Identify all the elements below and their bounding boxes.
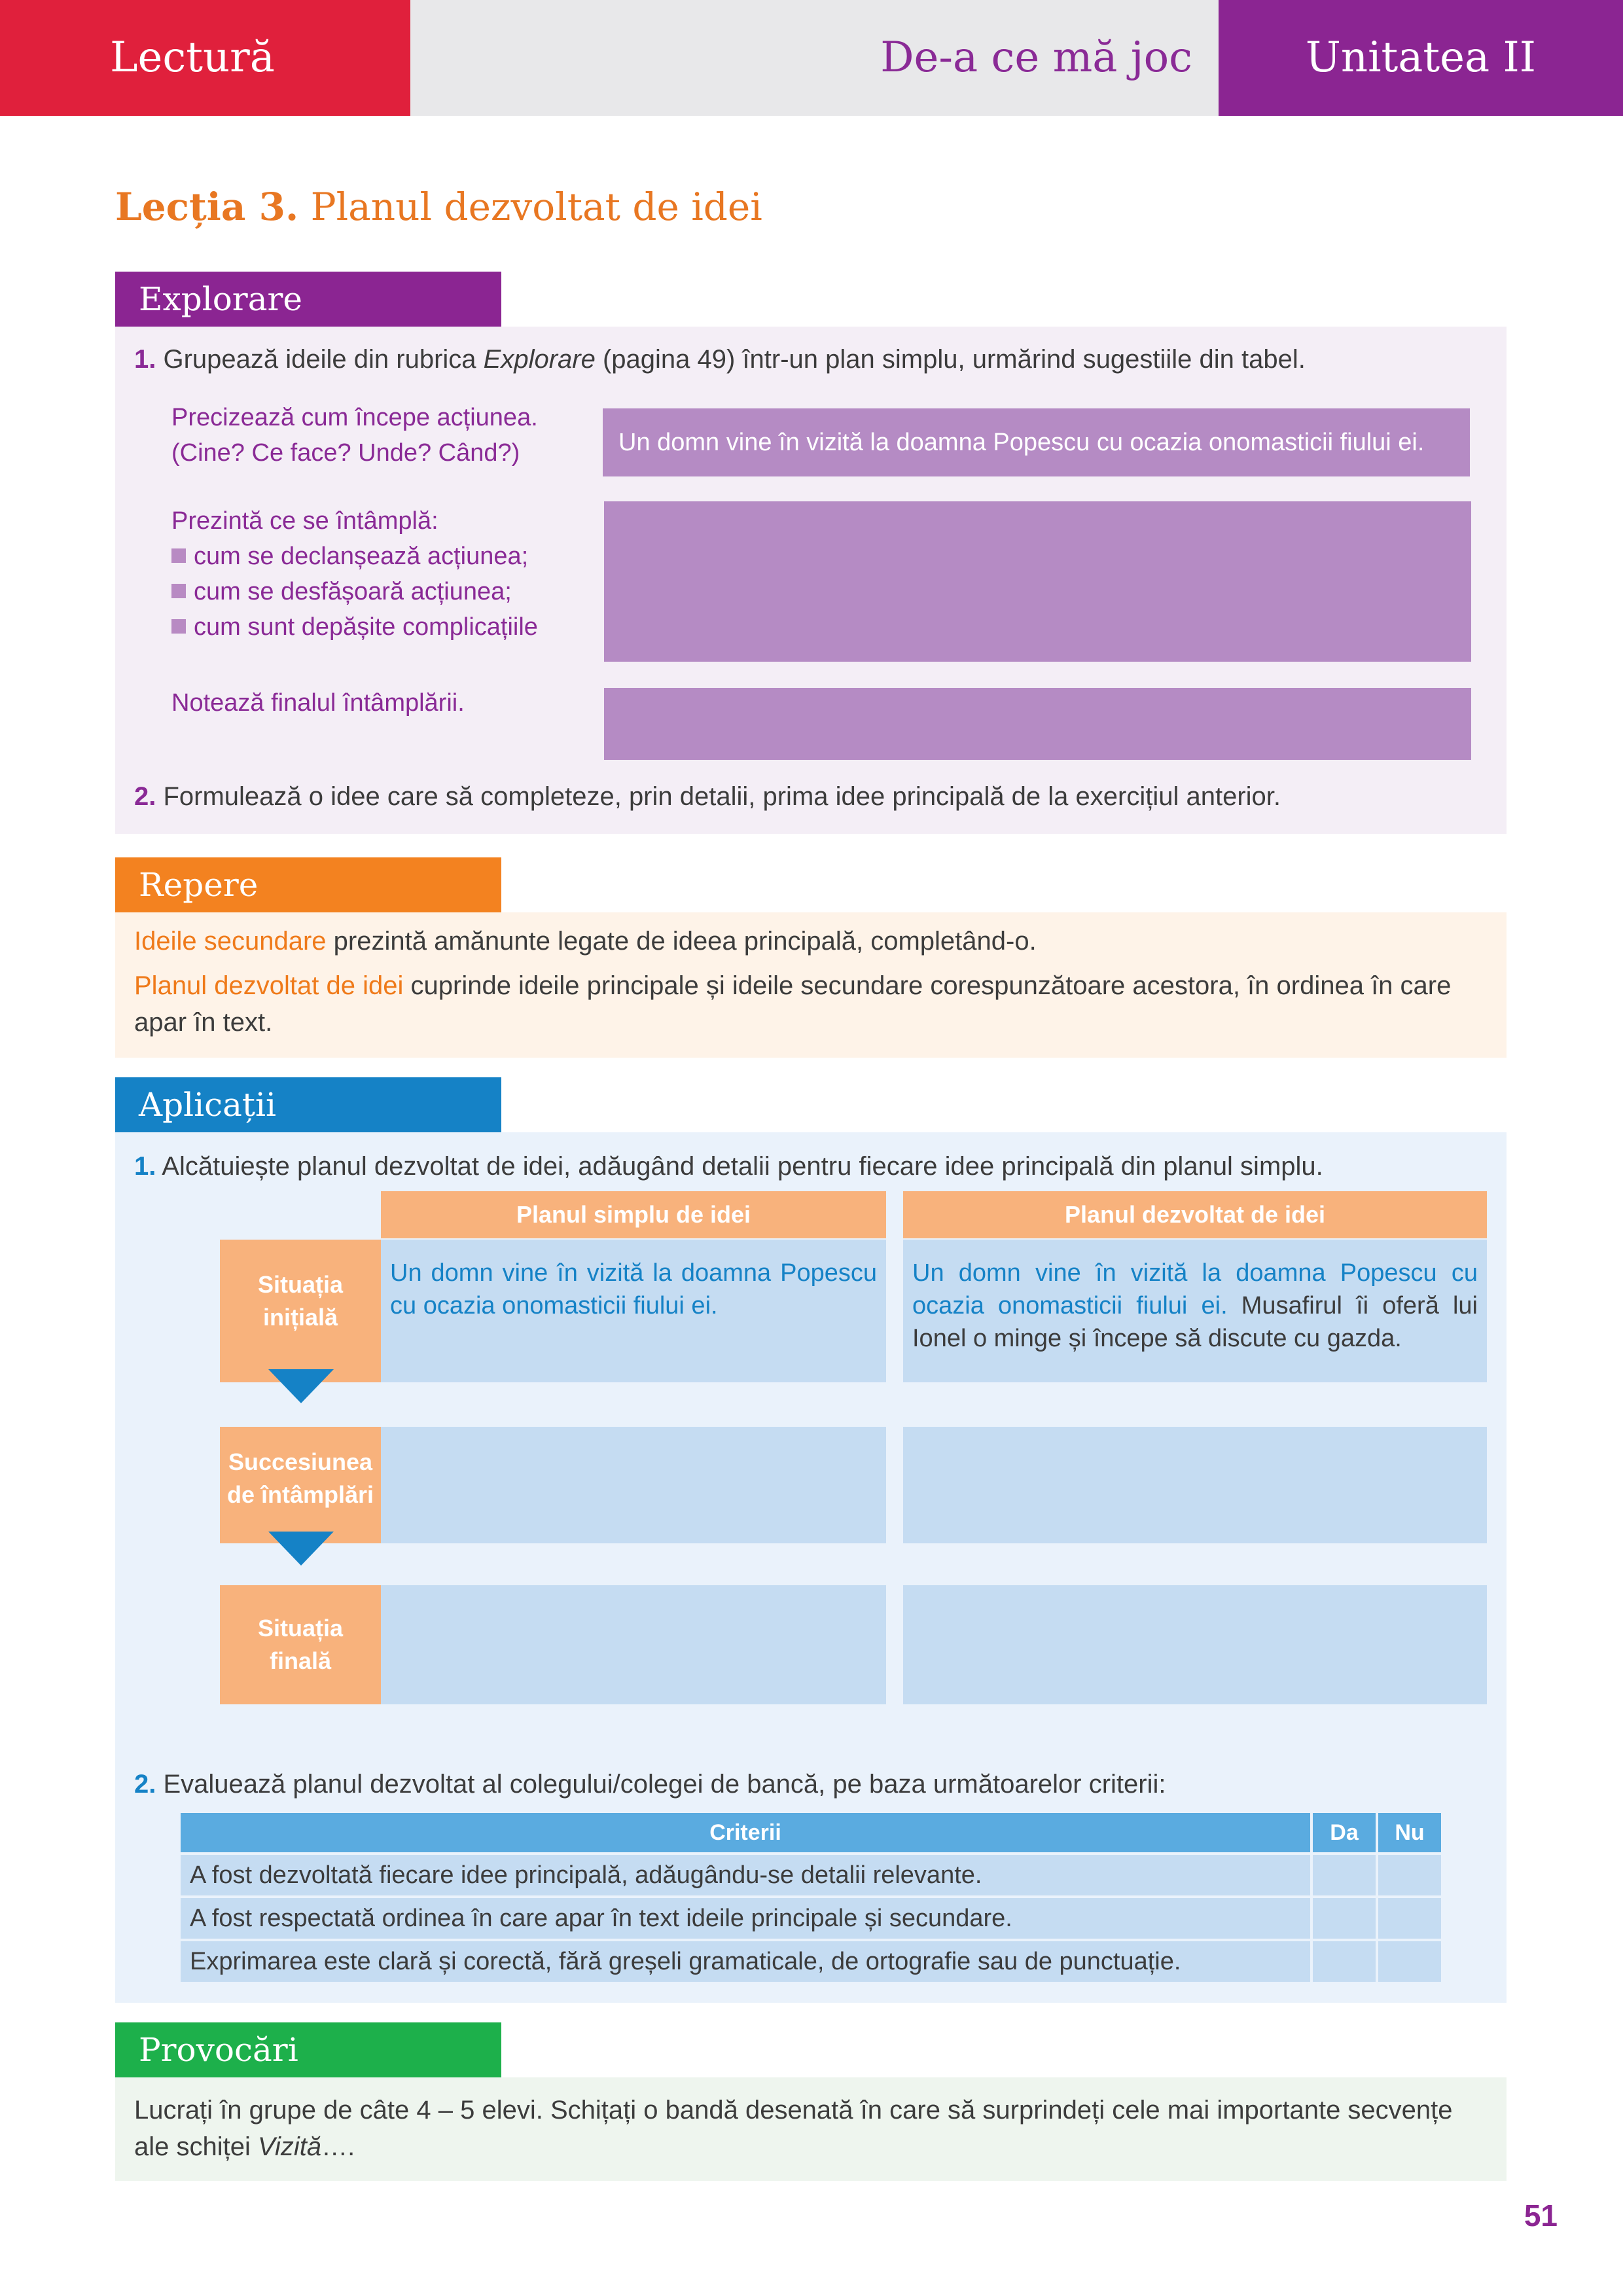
provocari-line1: Lucrați în grupe de câte 4 – 5 elevi. Schițați o bandă desenată în care să surprindeți cele mai importante secvențe — [134, 2096, 1453, 2125]
header-unit: Unitatea II — [1219, 0, 1623, 116]
cell-simple-final[interactable] — [381, 1585, 886, 1704]
row3-label: Notează finalul întâmplării. — [171, 689, 465, 717]
arrow-down-icon — [268, 1369, 334, 1403]
yes-cell[interactable] — [1313, 1898, 1376, 1939]
square-bullet-icon — [171, 548, 186, 563]
provocari-tab: Provocări — [115, 2022, 501, 2077]
criteria-header: Criterii — [181, 1813, 1310, 1852]
repere-line3: apar în text. — [134, 1008, 273, 1037]
header-title: De-a ce mă joc — [410, 0, 1219, 116]
table-row — [181, 1898, 1441, 1939]
aplicatii-q2: 2. Evaluează planul dezvoltat al colegului/colegei de bancă, pe baza următoarelor criterii: — [134, 1770, 1166, 1799]
row1-answer-box[interactable]: Un domn vine în vizită la doamna Popescu cu ocazia onomasticii fiului ei. — [603, 408, 1470, 476]
cell-simple-succession[interactable] — [381, 1427, 886, 1543]
row-label-final: Situația finală — [220, 1585, 381, 1704]
row-label-initial: Situația inițială — [220, 1240, 381, 1382]
aplicatii-tab: Aplicații — [115, 1077, 501, 1132]
provocari-panel — [115, 2077, 1507, 2181]
bullet-item: cum sunt depășite complicațiile — [171, 609, 538, 645]
table-row — [181, 1855, 1441, 1895]
lesson-title — [115, 185, 762, 229]
lesson-number: Lecția 3. — [115, 185, 299, 229]
row2-answer-box[interactable] — [604, 501, 1471, 662]
repere-tab: Repere — [115, 857, 501, 912]
bullet-item: cum se desfășoară acțiunea; — [171, 574, 538, 609]
col-developed-header: Planul dezvoltat de idei — [903, 1191, 1487, 1238]
criteria-table — [178, 1810, 1444, 1984]
aplicatii-panel — [115, 1132, 1507, 2003]
yes-cell[interactable] — [1313, 1855, 1376, 1895]
yes-header: Da — [1313, 1813, 1376, 1852]
aplicatii-q1: 1. Alcătuiește planul dezvoltat de idei, adăugând detalii pentru fiecare idee principală din planul simplu. — [134, 1152, 1323, 1181]
cell-simple-initial[interactable]: Un domn vine în vizită la doamna Popescu cu ocazia onomasticii fiului ei. — [381, 1240, 886, 1382]
col-simple-header: Planul simplu de idei — [381, 1191, 886, 1238]
no-cell[interactable] — [1378, 1855, 1441, 1895]
no-header: Nu — [1378, 1813, 1441, 1852]
no-cell[interactable] — [1378, 1941, 1441, 1982]
table-row — [181, 1941, 1441, 1982]
row-label-succession: Succesiunea de întâmplări — [220, 1427, 381, 1543]
row2-label: Prezintă ce se întâmplă: cum se declanșează acțiunea; cum se desfășoară acțiunea; cum sunt depășite complicațiile — [171, 503, 538, 645]
page-number: 51 — [1524, 2198, 1558, 2233]
criterion-text: Exprimarea este clară și corectă, fără greșeli gramaticale, de ortografie sau de punctuație. — [181, 1941, 1310, 1982]
square-bullet-icon — [171, 619, 186, 634]
repere-panel — [115, 912, 1507, 1058]
provocari-line2: ale schiței Vizită…. — [134, 2132, 355, 2161]
criteria-header-row — [181, 1813, 1441, 1852]
explorare-panel — [115, 327, 1507, 834]
square-bullet-icon — [171, 584, 186, 598]
row3-answer-box[interactable] — [604, 688, 1471, 760]
header-section: Lectură — [0, 0, 410, 116]
bullet-item: cum se declanșează acțiunea; — [171, 539, 538, 574]
row1-label: Precizează cum începe acțiunea. (Cine? Ce face? Unde? Când?) — [171, 404, 538, 467]
explorare-tab: Explorare — [115, 272, 501, 327]
criterion-text: A fost respectată ordinea în care apar în text ideile principale și secundare. — [181, 1898, 1310, 1939]
cell-developed-succession[interactable] — [903, 1427, 1487, 1543]
repere-line1: Ideile secundare prezintă amănunte legate de ideea principală, completând-o. — [134, 927, 1037, 956]
repere-line2: Planul dezvoltat de idei cuprinde ideile principale și ideile secundare corespunzătoare acestora, în ordinea în care — [134, 971, 1452, 1000]
cell-developed-final[interactable] — [903, 1585, 1487, 1704]
explorare-q1: 1. Grupează ideile din rubrica Explorare (pagina 49) într-un plan simplu, urmărind sugestiile din tabel. — [134, 345, 1306, 374]
cell-developed-initial[interactable]: Un domn vine în vizită la doamna Popescu cu ocazia onomasticii fiului ei. Musafirul îi oferă lui Ionel o minge și începe să discute cu gazda. — [903, 1240, 1487, 1382]
yes-cell[interactable] — [1313, 1941, 1376, 1982]
no-cell[interactable] — [1378, 1898, 1441, 1939]
criterion-text: A fost dezvoltată fiecare idee principală, adăugându-se detalii relevante. — [181, 1855, 1310, 1895]
lesson-name: Planul dezvoltat de idei — [298, 185, 762, 229]
arrow-down-icon — [268, 1532, 334, 1566]
explorare-q2: 2. Formulează o idee care să completeze, prin detalii, prima idee principală de la exercițiul anterior. — [134, 782, 1281, 811]
